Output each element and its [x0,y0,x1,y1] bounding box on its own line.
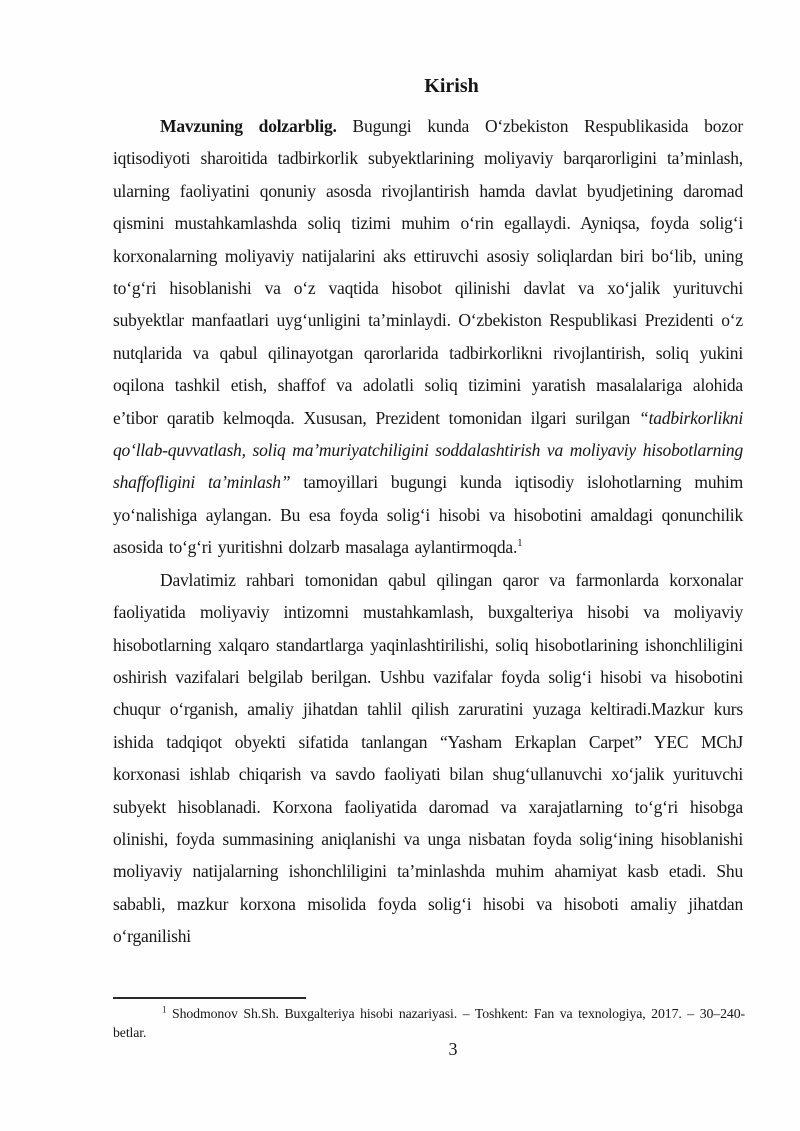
text-run-bold: Mavzuning dolzarblig. [160,116,337,136]
footnote-separator [113,997,306,999]
footnote [113,1004,745,1042]
text-run-normal: Bugungi kunda Oʻzbekiston Respublikasida bozor iqtisodiyoti sharoitida tadbirkorlik subyektlarining moliyaviy barqarorligini ta’minlash, ularning faoliyatini qonuniy asosda rivojlantirish hamda davlat byudjetining daromad qismini mustahkamlashda soliq tizimi muhim oʻrin egallaydi. Ayniqsa, foyda soligʻi korxonalarning moliyaviy natijalarini aks ettiruvchi asosiy soliqlardan biri boʻlib, uning toʻgʻri hisoblanishi va oʻz vaqtida hisobot qilinishi davlat va xoʻjalik yurituvchi subyektlar manfaatlari uygʻunligini ta’minlaydi. Oʻzbekiston Respublikasi Prezidenti oʻz nutqlarida va qabul qilinayotgan qarorlarida tadbirkorlikni rivojlantirish, soliq yukini oqilona tashkil etish, shaffof va adolatli soliq tizimini yaratish masalalariga alohida e’tibor qaratib kelmoqda. Xususan, Prezident tomonidan ilgari surilgan [113,116,744,428]
page-title: Kirish [424,75,479,97]
text-run-italic: “tadbirkorlikni qoʻllab-quvvatlash, soliq ma’muriyatchiligini soddalashtirish va moliyaviy hisobotlarning shaffofligini ta’minlash” [113,407,743,493]
page-number: 3 [448,1039,458,1059]
paragraph [113,564,743,953]
text-run-normal: tamoyillari bugungi kunda iqtisodiy islohotlarning muhim yoʻnalishiga aylangan. Bu esa foyda soligʻi hisobi va hisobotini amaldagi qonunchilik asosida toʻgʻri yuritishni dolzarb masalaga aylantirmoqda. [113,472,743,558]
footnote-text: Shodmonov Sh.Sh. Buxgalteriya hisobi nazariyasi. – Toshkent: Fan va texnologiya, 2017. – 30–240-betlar. [113,1006,745,1040]
text-run-sup: 1 [517,537,523,550]
footnote-marker: 1 [162,1004,167,1015]
body-paragraphs [113,110,743,953]
paragraph [113,110,743,564]
text-block [113,74,743,953]
footnote-area [113,997,745,1042]
text-run-normal: Davlatimiz rahbari tomonidan qabul qilingan qaror va farmonlarda korxonalar faoliyatida moliyaviy intizomni mustahkamlash, buxgalteriya hisobi va moliyaviy hisobotlarning xalqaro standartlarga yaqinlashtirilishi, soliq hisobotlarining ishonchliligini oshirish vazifalari belgilab berilgan. Ushbu vazifalar foyda soligʻi hisobi va hisobotini chuqur oʻrganish, amaliy jihatdan tahlil qilish zaruratini yuzaga keltiradi.Mazkur kurs ishida tadqiqot obyekti sifatida tanlangan “Yasham Erkaplan Carpet” YEC MChJ korxonasi ishlab chiqarish va savdo faoliyati bilan shugʻullanuvchi xoʻjalik yurituvchi subyekt hisoblanadi. Korxona faoliyatida daromad va xarajatlarning toʻgʻri hisobga olinishi, foyda summasining aniqlanishi va unga nisbatan foyda soligʻining hisoblanishi moliyaviy natijalarning ishonchliligini ta’minlashda muhim ahamiyat kasb etadi. Shu sababli, mazkur korxona misolida foyda soligʻi hisobi va hisoboti amaliy jihatdan oʻrganilishi [113,569,743,947]
